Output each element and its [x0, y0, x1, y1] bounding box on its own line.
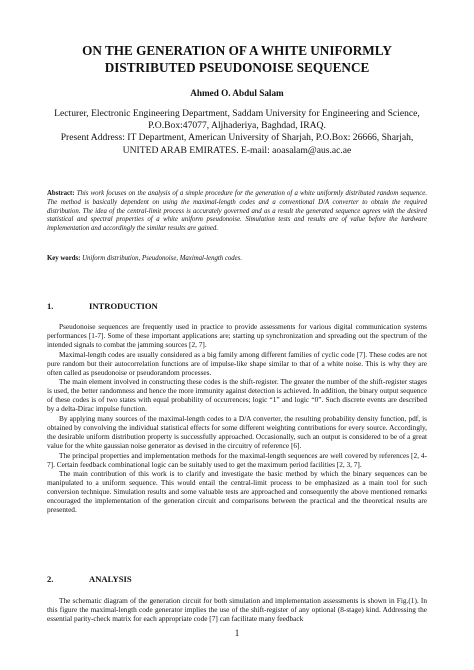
affiliation-line: UNITED ARAB EMIRATES. E-mail: aoasalam@aus.ac.ae [122, 144, 352, 156]
keywords-label: Key words: [47, 255, 81, 262]
section-1-body [47, 322, 427, 515]
page-number: 1 [234, 628, 240, 638]
section-2-body [47, 596, 427, 623]
paragraph: Maximal-length codes are usually considered as a big family among different families of cyclic code [7]. These codes are not pure random but their autocorrelation functions are of impulse-like shape similar to that of a white noise. This is why they are often called as pseudonoise or pseudorandom processes. [47, 349, 427, 377]
paper-title [40, 42, 434, 76]
affiliation-line: Lecturer, Electronic Engineering Department, Saddam University for Engineering and Science, [54, 108, 420, 119]
title-line-2: DISTRIBUTED PSEUDONOISE SEQUENCE [104, 60, 370, 75]
paragraph: The schematic diagram of the generation circuit for both simulation and implementation assessments is shown in Fig.(1). In this figure the maximal-length code generator implies the use of the shift-register of any optional (8-stage) kind. Addressing the essential parity-check matrix for each appropriate code [7] can facilitate many feedback [47, 596, 427, 624]
section-2-title: ANALYSIS [89, 574, 132, 584]
author-name: Ahmed O. Abdul Salam [190, 88, 284, 98]
affiliation-line: P.O.Box:47077, Aljhaderiya, Baghdad, IRAQ. [148, 120, 326, 132]
section-1-title: INTRODUCTION [89, 301, 158, 311]
abstract [47, 190, 427, 234]
keywords-text: Uniform distribution, Pseudonoise, Maximal-length codes. [82, 255, 243, 262]
paragraph: The principal properties and implementation methods for the maximal-length sequences are well covered by references [2, 4-7]. Certain feedback combinational logic can be suitably used to get the maximum period facilities [2, 3, 7]. [47, 450, 427, 469]
author-affiliation [40, 108, 434, 157]
keywords [47, 255, 427, 264]
paragraph: The main element involved in constructing these codes is the shift-register. The greater the number of the shift-register stages is used, the better randomness and hence the more immunity against detection is achieved. In addition, the binary output sequence of these codes is of two states with equal probability of occurrences; logic “1” and logic “0”. Such discrete events are described by a delta-Dirac impulse function. [47, 377, 427, 414]
paragraph: The main contribution of this work is to clarify and investigate the basic method by which the binary sequences can be manipulated to a uniform sequence. This would entail the central-limit process to be emphasized as a main tool for such conversion technique. Simulation results and some valuable tests are approached and consequently the above mentioned remarks encouraged the implementation of the generation circuit and comparisons between the practical and the theoretical results are presented. [47, 469, 427, 515]
section-1-number: 1. [47, 301, 54, 311]
paragraph: Pseudonoise sequences are frequently used in practice to provide assessments for various digital communication systems performances [1-7]. Some of these important applications are; starting up synchronization and spreading out the spectrum of the intended signals to combat the jamming sources [2, 7]. [47, 322, 427, 350]
section-2-heading [47, 574, 132, 585]
section-2-number: 2. [47, 574, 54, 584]
title-line-1: ON THE GENERATION OF A WHITE UNIFORMLY [82, 43, 392, 58]
section-1-heading [47, 301, 158, 312]
paragraph: By applying many sources of the maximal-length codes to a D/A converter, the resulting probability density function, pdf, is obtained by convolving the individual statistical effects for some different weighting contributions for every source. Accordingly, the desirable uniform distribution property is successfully approached. Occasionally, such an output is considered to be of a great value for the white gaussian noise generator as devised in the circuitry of reference [6]. [47, 413, 427, 451]
abstract-label: Abstract: [47, 190, 75, 197]
abstract-text: This work focuses on the analysis of a simple procedure for the generation of a white uniformly distributed random sequence. The method is basically dependent on using the maximal-length codes and a conventional D/A converter to obtain the required distribution. The idea of the central-limit process is accurately governed and as a result the generated sequence agrees with the desired statistical and spectral properties of a white uniform pseudonoise. Simulation tests and results are of value before the hardware implementation and accordingly the similar results are gained. [47, 190, 428, 233]
affiliation-line: Present Address: IT Department, American University of Sharjah, P.O.Box: 26666, Sharjah, [60, 132, 414, 144]
